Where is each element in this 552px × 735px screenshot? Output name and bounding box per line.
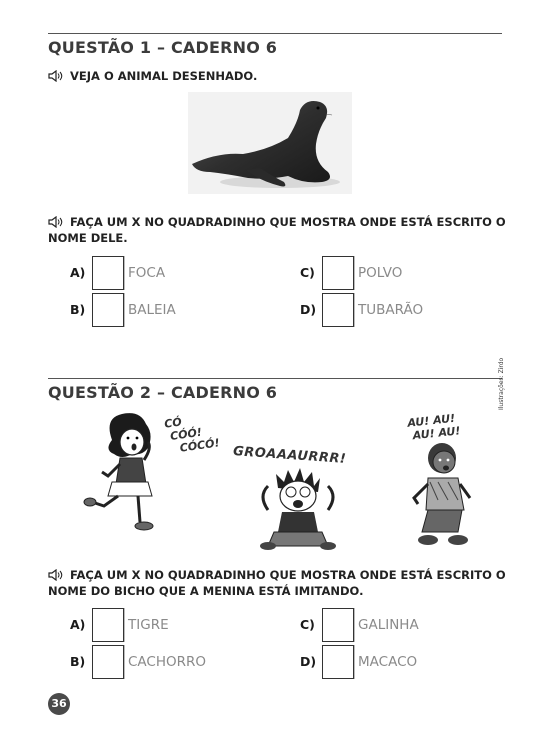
girl-sound-effect: CÓ CÓÓ! CÓCÓ!: [163, 415, 221, 455]
question-1-title: QUESTÃO 1 – CADERNO 6: [48, 38, 278, 57]
answer-checkbox[interactable]: [92, 256, 124, 290]
illustration-credit: Ilustrações: Zirdo: [498, 357, 505, 410]
answer-checkbox[interactable]: [322, 608, 354, 642]
boy-barking-illustration: [408, 440, 480, 550]
speaker-icon: [48, 70, 64, 82]
answer-checkbox[interactable]: [92, 293, 124, 327]
page-number: 36: [48, 693, 70, 715]
speaker-icon: [48, 216, 64, 228]
option-a-tigre[interactable]: A) TIGRE: [70, 608, 210, 642]
answer-checkbox[interactable]: [322, 645, 354, 679]
question-2-title: QUESTÃO 2 – CADERNO 6: [48, 383, 278, 402]
question-1-prompt-mark: FAÇA UM X NO QUADRADINHO QUE MOSTRA ONDE ESTÁ ESCRITO O NOME DELE.: [48, 215, 506, 245]
question-2-prompt-mark: FAÇA UM X NO QUADRADINHO QUE MOSTRA ONDE ESTÁ ESCRITO O NOME DO BICHO QUE A MENINA ESTÁ IMITANDO.: [48, 568, 506, 598]
answer-checkbox[interactable]: [92, 645, 124, 679]
boy-roaring-illustration: [248, 466, 348, 552]
roar-sound-effect: GROAAAURRR!: [232, 444, 347, 467]
girl-imitating-illustration: [82, 410, 172, 540]
question-1-prompt-see: [48, 68, 508, 84]
answer-checkbox[interactable]: [322, 293, 354, 327]
speaker-icon: [48, 569, 64, 581]
prompt-text: VEJA O ANIMAL DESENHADO.: [70, 69, 258, 83]
option-c-polvo[interactable]: C) POLVO: [300, 256, 460, 290]
option-c-galinha[interactable]: C) GALINHA: [300, 608, 460, 642]
seal-illustration: [188, 92, 352, 194]
bark-sound-effect: AU! AU! AU! AU!: [406, 411, 461, 443]
option-a-foca[interactable]: A) FOCA: [70, 256, 210, 290]
option-d-macaco[interactable]: D) MACACO: [300, 645, 460, 679]
section-divider: [48, 378, 502, 379]
option-b-baleia[interactable]: B) BALEIA: [70, 293, 210, 327]
x-mark: X: [131, 568, 141, 582]
option-b-cachorro[interactable]: B) CACHORRO: [70, 645, 230, 679]
x-mark: X: [131, 215, 141, 229]
answer-checkbox[interactable]: [322, 256, 354, 290]
answer-checkbox[interactable]: [92, 608, 124, 642]
option-d-tubarao[interactable]: D) TUBARÃO: [300, 293, 460, 327]
section-divider: [48, 33, 502, 34]
